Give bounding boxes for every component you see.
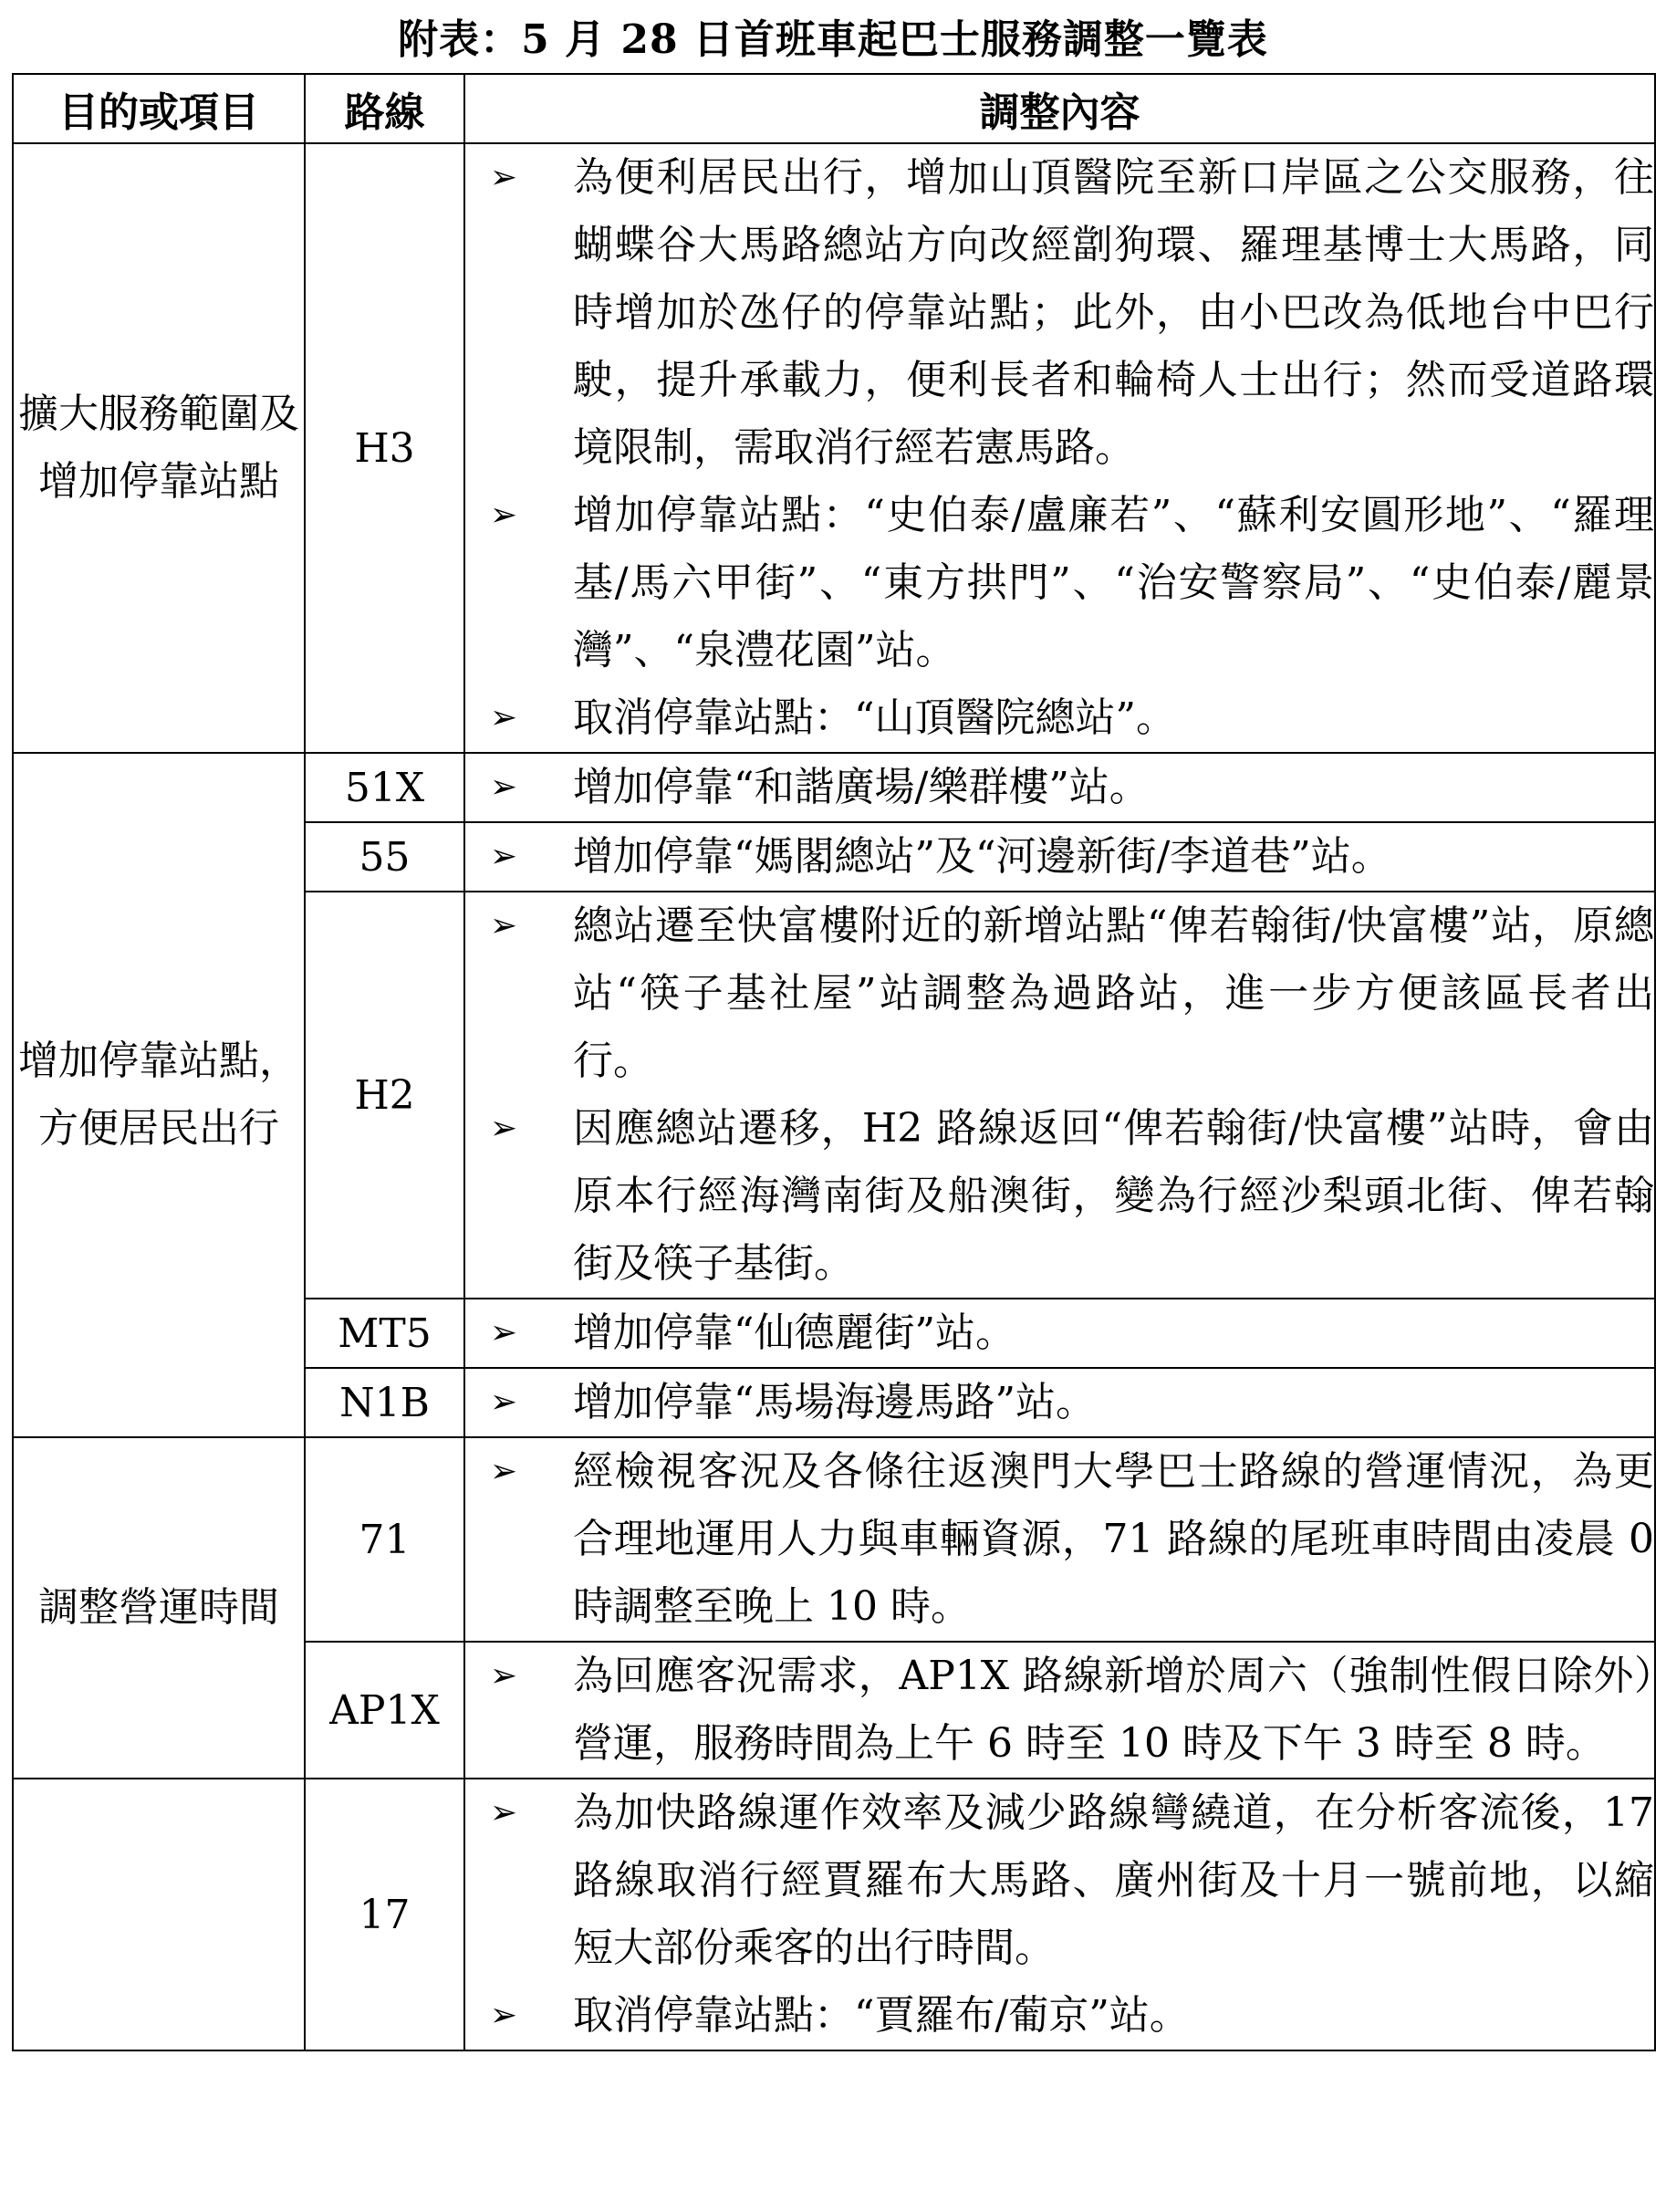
header-purpose: 目的或項目 [13,74,305,143]
bullet-text: 經檢視客況及各條往返澳門大學巴士路線的營運情況，為更合理地運用人力與車輛資源，71 路線的尾班車時間由凌晨 0 時調整至晚上 10 時。 [573,1448,1654,1630]
bullet-text: 為加快路線運作效率及減少路線彎繞道，在分析客流後，17 路線取消行經賈羅布大馬路、廣州街及十月一號前地，以縮短大部份乘客的出行時間。 [573,1789,1654,1971]
content-cell [464,892,1655,1299]
bullet-item [465,892,1654,1095]
bullet-text: 增加停靠站點：“史伯泰/盧廉若”、“蘇利安圓形地”、“羅理基/馬六甲街”、“東方拱門”、“治安警察局”、“史伯泰/麗景灣”、“泉澧花園”站。 [573,492,1654,673]
table-row [13,753,1655,822]
table-header-row [13,74,1655,143]
bullet-list [465,892,1654,1298]
bullet-list [465,754,1654,821]
bullet-list [465,1779,1654,2050]
bullet-text: 因應總站遷移，H2 路線返回“俾若翰街/快富樓”站時，會由原本行經海灣南街及船澳街，變為行經沙梨頭北街、俾若翰街及筷子基街。 [573,1105,1654,1287]
bullet-item [465,1095,1654,1298]
bullet-list [465,1299,1654,1367]
arrowhead-bullet-icon: ➢ [489,768,518,806]
bullet-item [465,1299,1654,1367]
header-content: 調整內容 [464,74,1655,143]
bullet-list [465,823,1654,891]
route-cell: 55 [305,822,464,892]
route-cell: H2 [305,892,464,1299]
bullet-list [465,144,1654,752]
table-row [13,1437,1655,1642]
content-cell [464,1437,1655,1642]
bullet-text: 為便利居民出行，增加山頂醫院至新口岸區之公交服務，往蝴蝶谷大馬路總站方向改經劏狗環、羅理基博士大馬路，同時增加於氹仔的停靠站點；此外，由小巴改為低地台中巴行駛，提升承載力，便利長者和輪椅人士出行；然而受道路環境限制，需取消行經若憲馬路。 [573,154,1654,471]
arrowhead-bullet-icon: ➢ [489,1453,518,1490]
content-cell [464,1368,1655,1437]
arrowhead-bullet-icon: ➢ [489,496,518,534]
arrowhead-bullet-icon: ➢ [489,699,518,736]
bullet-item [465,754,1654,821]
document-title: 附表：5 月 28 日首班車起巴士服務調整一覽表 [398,16,1268,63]
bullet-text: 增加停靠“和諧廣場/樂群樓”站。 [573,764,1150,810]
table-row [13,1779,1655,2050]
bullet-item [465,1643,1654,1778]
arrowhead-bullet-icon: ➢ [489,1383,518,1421]
arrowhead-bullet-icon: ➢ [489,159,518,196]
bullet-text: 取消停靠站點：“賈羅布/葡京”站。 [573,1992,1190,2039]
bullet-list [465,1369,1654,1436]
bullet-text: 為回應客況需求，AP1X 路線新增於周六（強制性假日除外）營運，服務時間為上午 6 時至 10 時及下午 3 時至 8 時。 [573,1653,1654,1767]
route-cell: 51X [305,753,464,822]
bullet-list [465,1438,1654,1641]
arrowhead-bullet-icon: ➢ [489,907,518,944]
bullet-text: 增加停靠“媽閣總站”及“河邊新街/李道巷”站。 [573,833,1391,880]
bullet-text: 增加停靠“馬場海邊馬路”站。 [573,1379,1096,1425]
bullet-text: 總站遷至快富樓附近的新增站點“俾若翰街/快富樓”站，原總站“筷子基社屋”站調整為過路站，進一步方便該區長者出行。 [573,903,1654,1084]
content-cell [464,1299,1655,1368]
route-cell: MT5 [305,1299,464,1368]
bullet-item [465,144,1654,482]
content-cell [464,753,1655,822]
content-cell [464,822,1655,892]
purpose-cell: 增加停靠站點，方便居民出行 [13,753,305,1437]
bullet-item [465,1369,1654,1436]
bullet-text: 取消停靠站點：“山頂醫院總站”。 [573,694,1176,741]
purpose-cell [13,1779,305,2050]
table-row [13,143,1655,753]
arrowhead-bullet-icon: ➢ [489,1314,518,1351]
route-cell: H3 [305,143,464,753]
arrowhead-bullet-icon: ➢ [489,838,518,875]
purpose-cell: 調整營運時間 [13,1437,305,1779]
bullet-item [465,1438,1654,1641]
bullet-item [465,684,1654,752]
bullet-item [465,823,1654,891]
arrowhead-bullet-icon: ➢ [489,1110,518,1147]
bullet-list [465,1643,1654,1778]
bullet-text: 增加停靠“仙德麗街”站。 [573,1309,1015,1356]
route-cell: 71 [305,1437,464,1642]
route-cell: AP1X [305,1642,464,1779]
header-route: 路線 [305,74,464,143]
bullet-item [465,1982,1654,2050]
arrowhead-bullet-icon: ➢ [489,1657,518,1695]
purpose-cell: 擴大服務範圍及增加停靠站點 [13,143,305,753]
content-cell [464,143,1655,753]
bullet-item [465,482,1654,684]
content-cell [464,1642,1655,1779]
bullet-item [465,1779,1654,1982]
route-cell: N1B [305,1368,464,1437]
content-cell [464,1779,1655,2050]
bus-adjustment-table [12,73,1656,2051]
route-cell: 17 [305,1779,464,2050]
arrowhead-bullet-icon: ➢ [489,1997,518,2034]
arrowhead-bullet-icon: ➢ [489,1794,518,1831]
